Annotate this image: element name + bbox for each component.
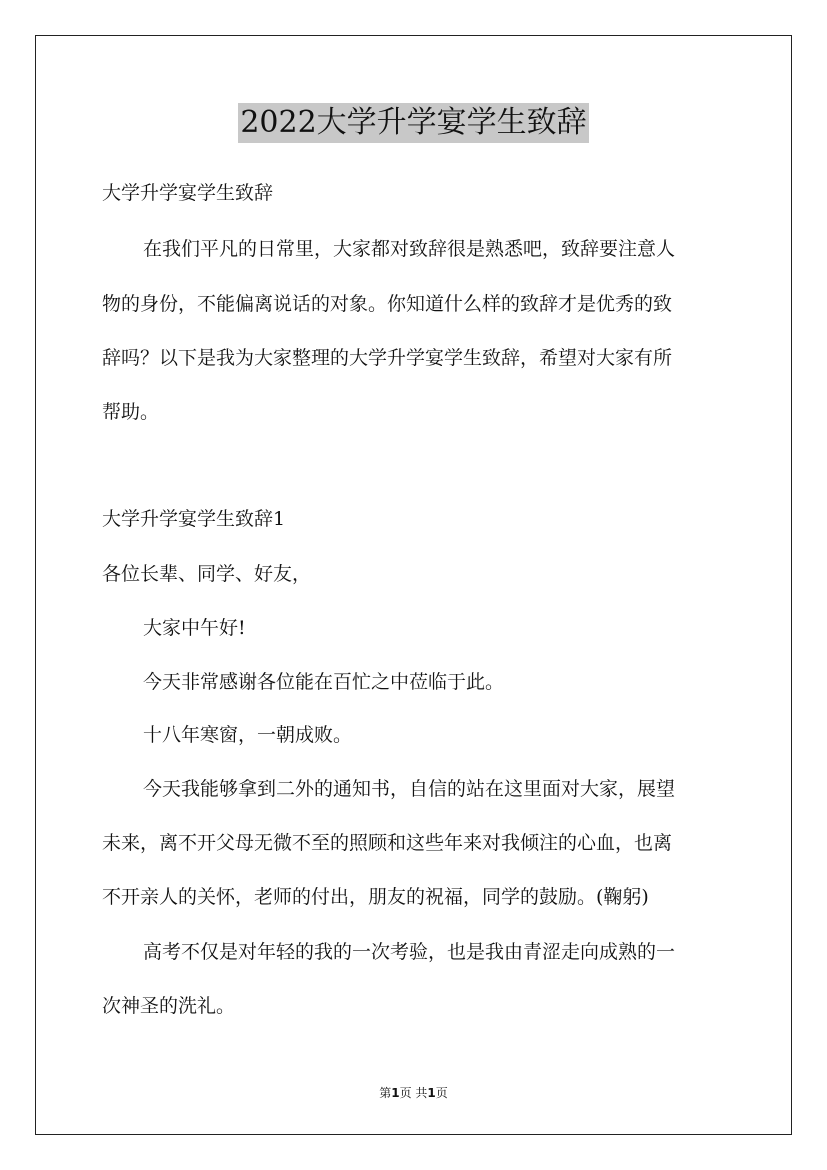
paragraph-line: 未来，离不开父母无微不至的照顾和这些年来对我倾注的心血，也离	[102, 832, 673, 854]
document-title: 2022大学升学宴学生致辞	[238, 103, 588, 143]
footer-page-number: 1	[391, 1086, 400, 1100]
footer-prefix: 第	[379, 1086, 392, 1100]
title-container	[0, 103, 827, 143]
paragraph-line: 高考不仅是对年轻的我的一次考验，也是我由青涩走向成熟的一	[143, 941, 676, 963]
page-footer	[0, 1084, 827, 1101]
paragraph-line: 今天我能够拿到二外的通知书，自信的站在这里面对大家，展望	[143, 778, 676, 800]
paragraph-line: 帮助。	[102, 401, 160, 423]
footer-page-suffix: 页 共	[399, 1086, 428, 1100]
paragraph-line: 今天非常感谢各位能在百忙之中莅临于此。	[143, 671, 505, 693]
section-heading: 大学升学宴学生致辞1	[102, 508, 286, 530]
paragraph-line: 大家中午好!	[143, 617, 246, 639]
paragraph-line: 在我们平凡的日常里，大家都对致辞很是熟悉吧，致辞要注意人	[143, 238, 676, 260]
footer-total-pages: 1	[427, 1086, 436, 1100]
footer-total-suffix: 页	[435, 1086, 448, 1100]
paragraph-line: 各位长辈、同学、好友，	[102, 563, 312, 585]
paragraph-line: 物的身份，不能偏离说话的对象。你知道什么样的致辞才是优秀的致	[102, 293, 673, 315]
subtitle: 大学升学宴学生致辞	[102, 182, 274, 204]
paragraph-line: 辞吗？以下是我为大家整理的大学升学宴学生致辞，希望对大家有所	[102, 347, 673, 369]
paragraph-line: 十八年寒窗，一朝成败。	[143, 724, 353, 746]
paragraph-line: 不开亲人的关怀，老师的付出，朋友的祝福，同学的鼓励。(鞠躬)	[102, 886, 649, 908]
paragraph-line: 次神圣的洗礼。	[102, 995, 236, 1017]
